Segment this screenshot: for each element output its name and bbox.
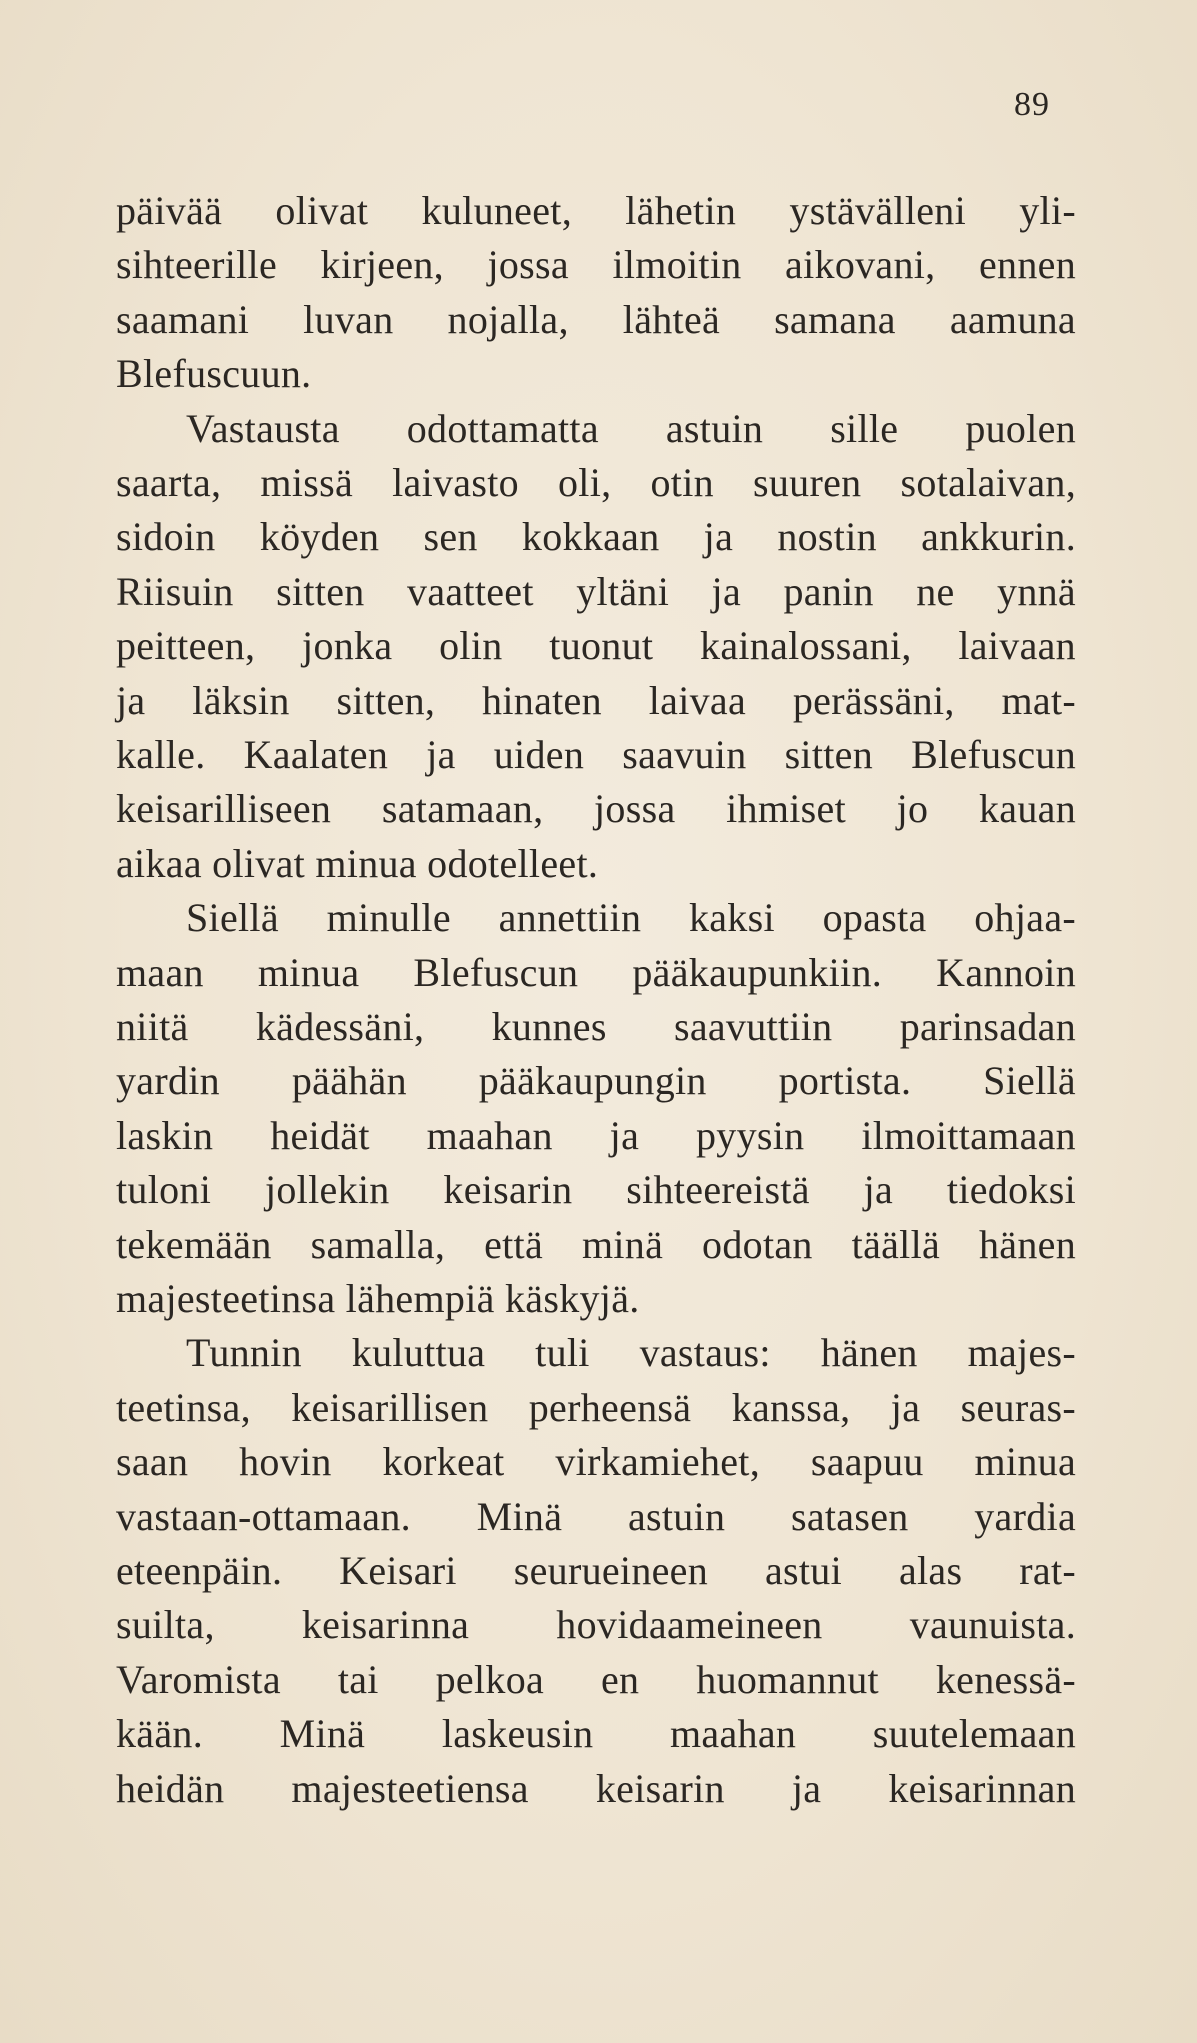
text-line: päivää olivat kuluneet, lähetin ystävälleni yli- (116, 188, 1076, 233)
text-line: sidoin köyden sen kokkaan ja nostin ankkurin. (116, 514, 1076, 560)
text-line: saarta, missä laivasto oli, otin suuren sotalaivan, (116, 460, 1076, 505)
text-line: peitteen, jonka olin tuonut kainalossani, laivaan (116, 623, 1076, 669)
text-line: saan hovin korkeat virkamiehet, saapuu minua (116, 1439, 1076, 1485)
text-line: ja läksin sitten, hinaten laivaa perässäni, mat- (116, 677, 1076, 723)
text-line: Siellä minulle annettiin kaksi opasta ohjaa- (186, 895, 1076, 941)
text-line: Riisuin sitten vaatteet yltäni ja panin ne ynnä (116, 568, 1076, 614)
text-line: kalle. Kaalaten ja uiden saavuin sitten Blefuscun (116, 732, 1076, 777)
text-line: Blefuscuun. (116, 351, 312, 397)
text-line: majesteetinsa lähempiä käskyjä. (116, 1276, 640, 1321)
text-line: sihteerille kirjeen, jossa ilmoitin aikovani, ennen (116, 242, 1076, 288)
text-line: niitä kädessäni, kunnes saavuttiin parinsadan (116, 1004, 1076, 1049)
text-line: tekemään samalla, että minä odotan täällä hänen (116, 1221, 1076, 1267)
text-line: Vastausta odottamatta astuin sille puolen (186, 405, 1076, 451)
text-line: laskin heidät maahan ja pyysin ilmoittamaan (116, 1112, 1076, 1158)
text-line: aikaa olivat minua odotelleet. (116, 840, 599, 886)
text-line: maan minua Blefuscun pääkaupunkiin. Kannoin (116, 949, 1076, 995)
text-line: Varomista tai pelkoa en huomannut kenessä- (116, 1656, 1076, 1702)
text-line: Tunnin kuluttua tuli vastaus: hänen majes- (186, 1330, 1076, 1376)
page-number: 89 (1014, 86, 1050, 123)
text-line: keisarilliseen satamaan, jossa ihmiset jo kauan (116, 786, 1076, 832)
text-line: vastaan-ottamaan. Minä astuin satasen yardia (116, 1493, 1076, 1539)
text-line: tuloni jollekin keisarin sihteereistä ja tiedoksi (116, 1167, 1076, 1213)
text-line: heidän majesteetiensa keisarin ja keisarinnan (116, 1765, 1076, 1811)
text-line: eteenpäin. Keisari seurueineen astui alas rat- (116, 1548, 1076, 1593)
text-line: teetinsa, keisarillisen perheensä kanssa, ja seuras- (116, 1384, 1076, 1430)
text-line: suilta, keisarinna hovidaameineen vaunuista. (116, 1602, 1076, 1648)
text-line: saamani luvan nojalla, lähteä samana aamuna (116, 296, 1076, 342)
text-line: kään. Minä laskeusin maahan suutelemaan (116, 1711, 1076, 1757)
text-line: yardin päähän pääkaupungin portista. Siellä (116, 1058, 1076, 1104)
